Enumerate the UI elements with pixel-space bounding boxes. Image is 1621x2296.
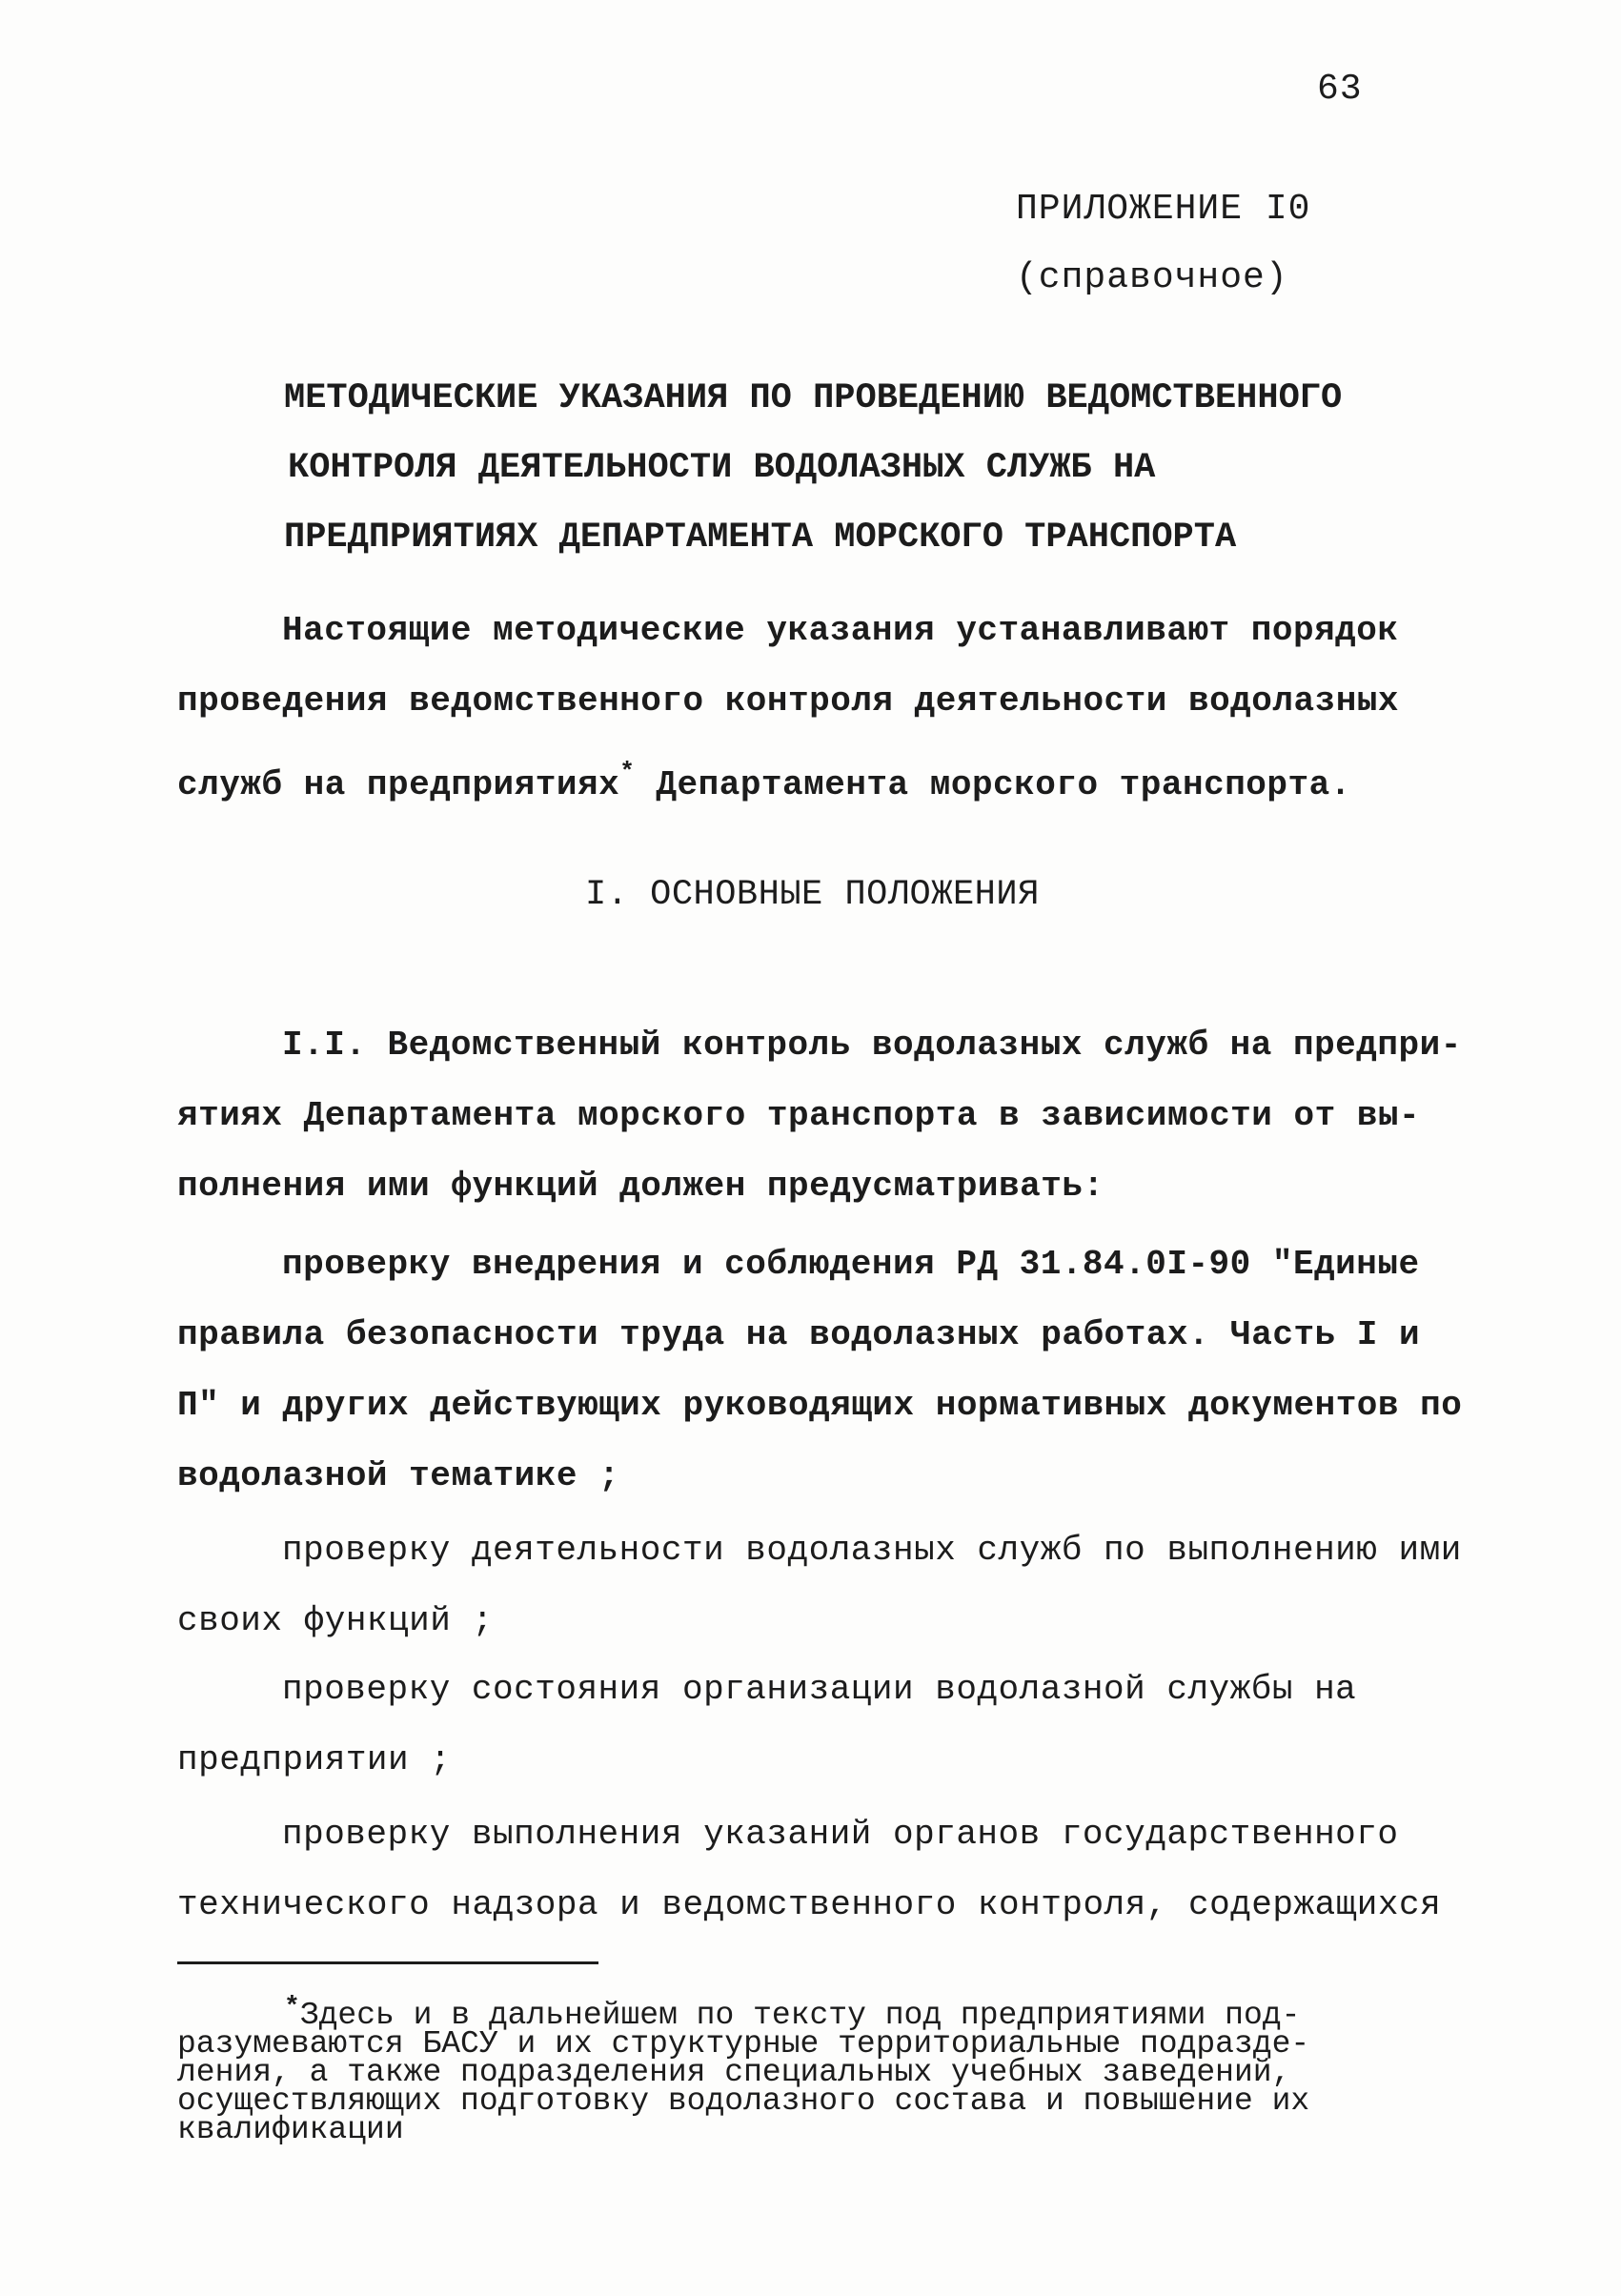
footnote-line: разумеваются БАСУ и их структурные территориальные подразде- <box>177 2026 1310 2062</box>
paragraph-line: полнения ими функций должен предусматривать: <box>177 1167 1104 1206</box>
footnote-divider <box>177 1961 598 1964</box>
paragraph-line: проверку выполнения указаний органов государственного <box>282 1815 1399 1854</box>
paragraph-line: технического надзора и ведомственного контроля, содержащихся <box>177 1885 1442 1924</box>
footnote-text: Здесь и в дальнейшем по тексту под предприятиями под- <box>299 1998 1301 2033</box>
paragraph-1-1 <box>177 1010 1462 1222</box>
footnote-line: ления, а также подразделения специальных учебных заведений, <box>177 2055 1291 2090</box>
paragraph-line: проверку состояния организации водолазной службы на <box>282 1670 1357 1709</box>
appendix-label: ПРИЛОЖЕНИЕ I0 <box>1016 189 1311 230</box>
list-item-organization-check <box>177 1655 1454 1796</box>
footnote-mark: * <box>284 1993 300 2022</box>
title-line: МЕТОДИЧЕСКИЕ УКАЗАНИЯ ПО ПРОВЕДЕНИЮ ВЕДОМСТВЕННОГО <box>284 378 1343 418</box>
section-heading: I. ОСНОВНЫЕ ПОЛОЖЕНИЯ <box>585 875 1040 915</box>
paragraph-line: проверку внедрения и соблюдения РД 31.84.0I-90 "Единые <box>282 1245 1420 1284</box>
title-line: ПРЕДПРИЯТИЯХ ДЕПАРТАМЕНТА МОРСКОГО ТРАНСПОРТА <box>284 518 1237 558</box>
paragraph-line: I.I. Ведомственный контроль водолазных служб на предпри- <box>282 1026 1462 1065</box>
paragraph-line: П" и других действующих руководящих нормативных документов по <box>177 1386 1463 1425</box>
paragraph-line: ятиях Департамента морского транспорта в зависимости от вы- <box>177 1096 1421 1135</box>
intro-line <box>177 737 1454 821</box>
intro-paragraph <box>177 596 1454 821</box>
intro-line: Настоящие методические указания устанавливают порядок <box>282 611 1399 650</box>
intro-text: служб на предприятиях <box>177 765 620 804</box>
list-item-functions-check <box>177 1515 1462 1656</box>
footnote-line <box>177 1993 1454 2033</box>
footnote <box>177 1993 1454 2147</box>
paragraph-line: своих функций ; <box>177 1601 494 1640</box>
footnote-reference-mark: * <box>619 758 636 786</box>
list-item-instructions-check <box>177 1799 1454 1940</box>
paragraph-line: проверку деятельности водолазных служб по выполнению ими <box>282 1531 1462 1570</box>
page-number: 63 <box>1317 69 1363 110</box>
paragraph-line: водолазной тематике ; <box>177 1456 620 1495</box>
paragraph-line: правила безопасности труда на водолазных работах. Часть I и <box>177 1315 1421 1354</box>
document-title <box>284 364 1380 573</box>
intro-text: Департамента морского транспорта. <box>635 765 1351 804</box>
intro-line: проведения ведомственного контроля деятельности водолазных <box>177 681 1400 721</box>
title-line: КОНТРОЛЯ ДЕЯТЕЛЬНОСТИ ВОДОЛАЗНЫХ СЛУЖБ НА <box>288 448 1156 488</box>
appendix-type: (справочное) <box>1016 257 1288 298</box>
footnote-line: осуществляющих подготовку водолазного состава и повышение их <box>177 2083 1310 2119</box>
footnote-line: квалификации <box>177 2112 404 2147</box>
paragraph-line: предприятии ; <box>177 1740 452 1779</box>
list-item-regulations-check <box>177 1229 1463 1512</box>
